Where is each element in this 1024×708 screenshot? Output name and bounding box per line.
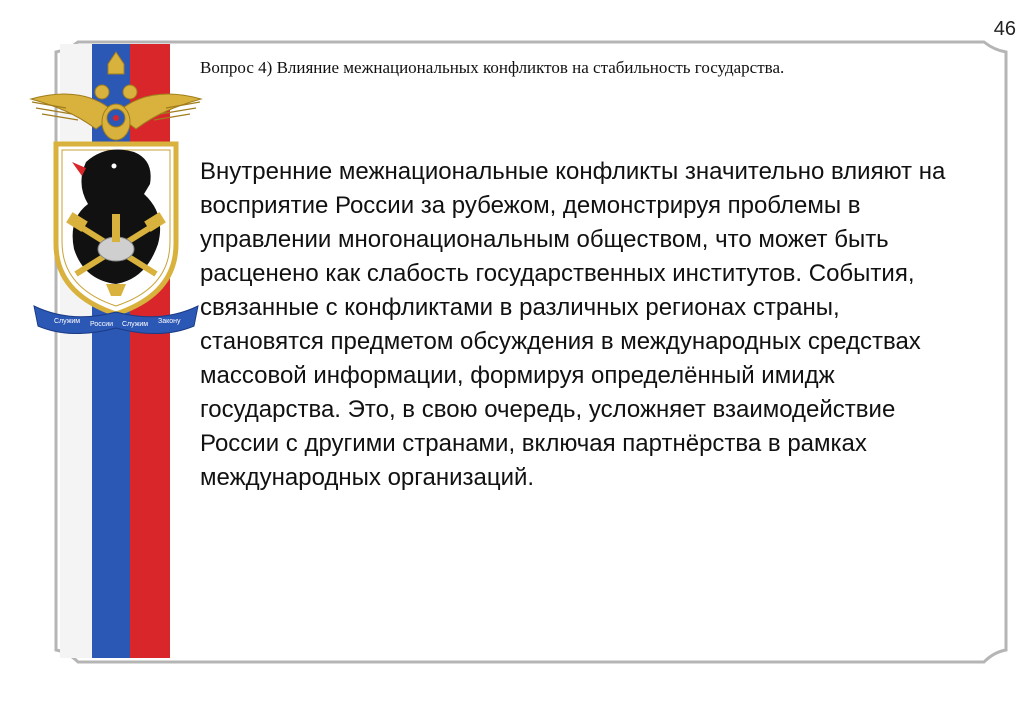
body-paragraph: Внутренние межнациональные конфликты значительно влияют на восприятие России за рубежом, демонстрируя проблемы в управлении многонациональным обществом, что может быть расценено как слабость государственных институтов. События, связанные с конфликтами в различных регионах страны, становятся предметом обсуждения в международных средствах массовой информации, формируя определённый имидж государства. Это, в свою очередь, усложняет взаимодействие России с другими странами, включая партнёрства в рамках международных организаций.	[200, 158, 946, 491]
ribbon-word-3: Служим	[122, 321, 149, 328]
question-title: Вопрос 4) Влияние межнациональных конфликтов на стабильность государства.	[200, 58, 785, 77]
eagle-icon	[31, 52, 201, 140]
ribbon-word-4: Закону	[158, 318, 181, 325]
ribbon-word-1: Служим	[54, 318, 81, 325]
coat-of-arms-emblem	[26, 44, 206, 334]
page-number: 46	[993, 18, 1016, 40]
ribbon-word-2: России	[90, 321, 114, 328]
